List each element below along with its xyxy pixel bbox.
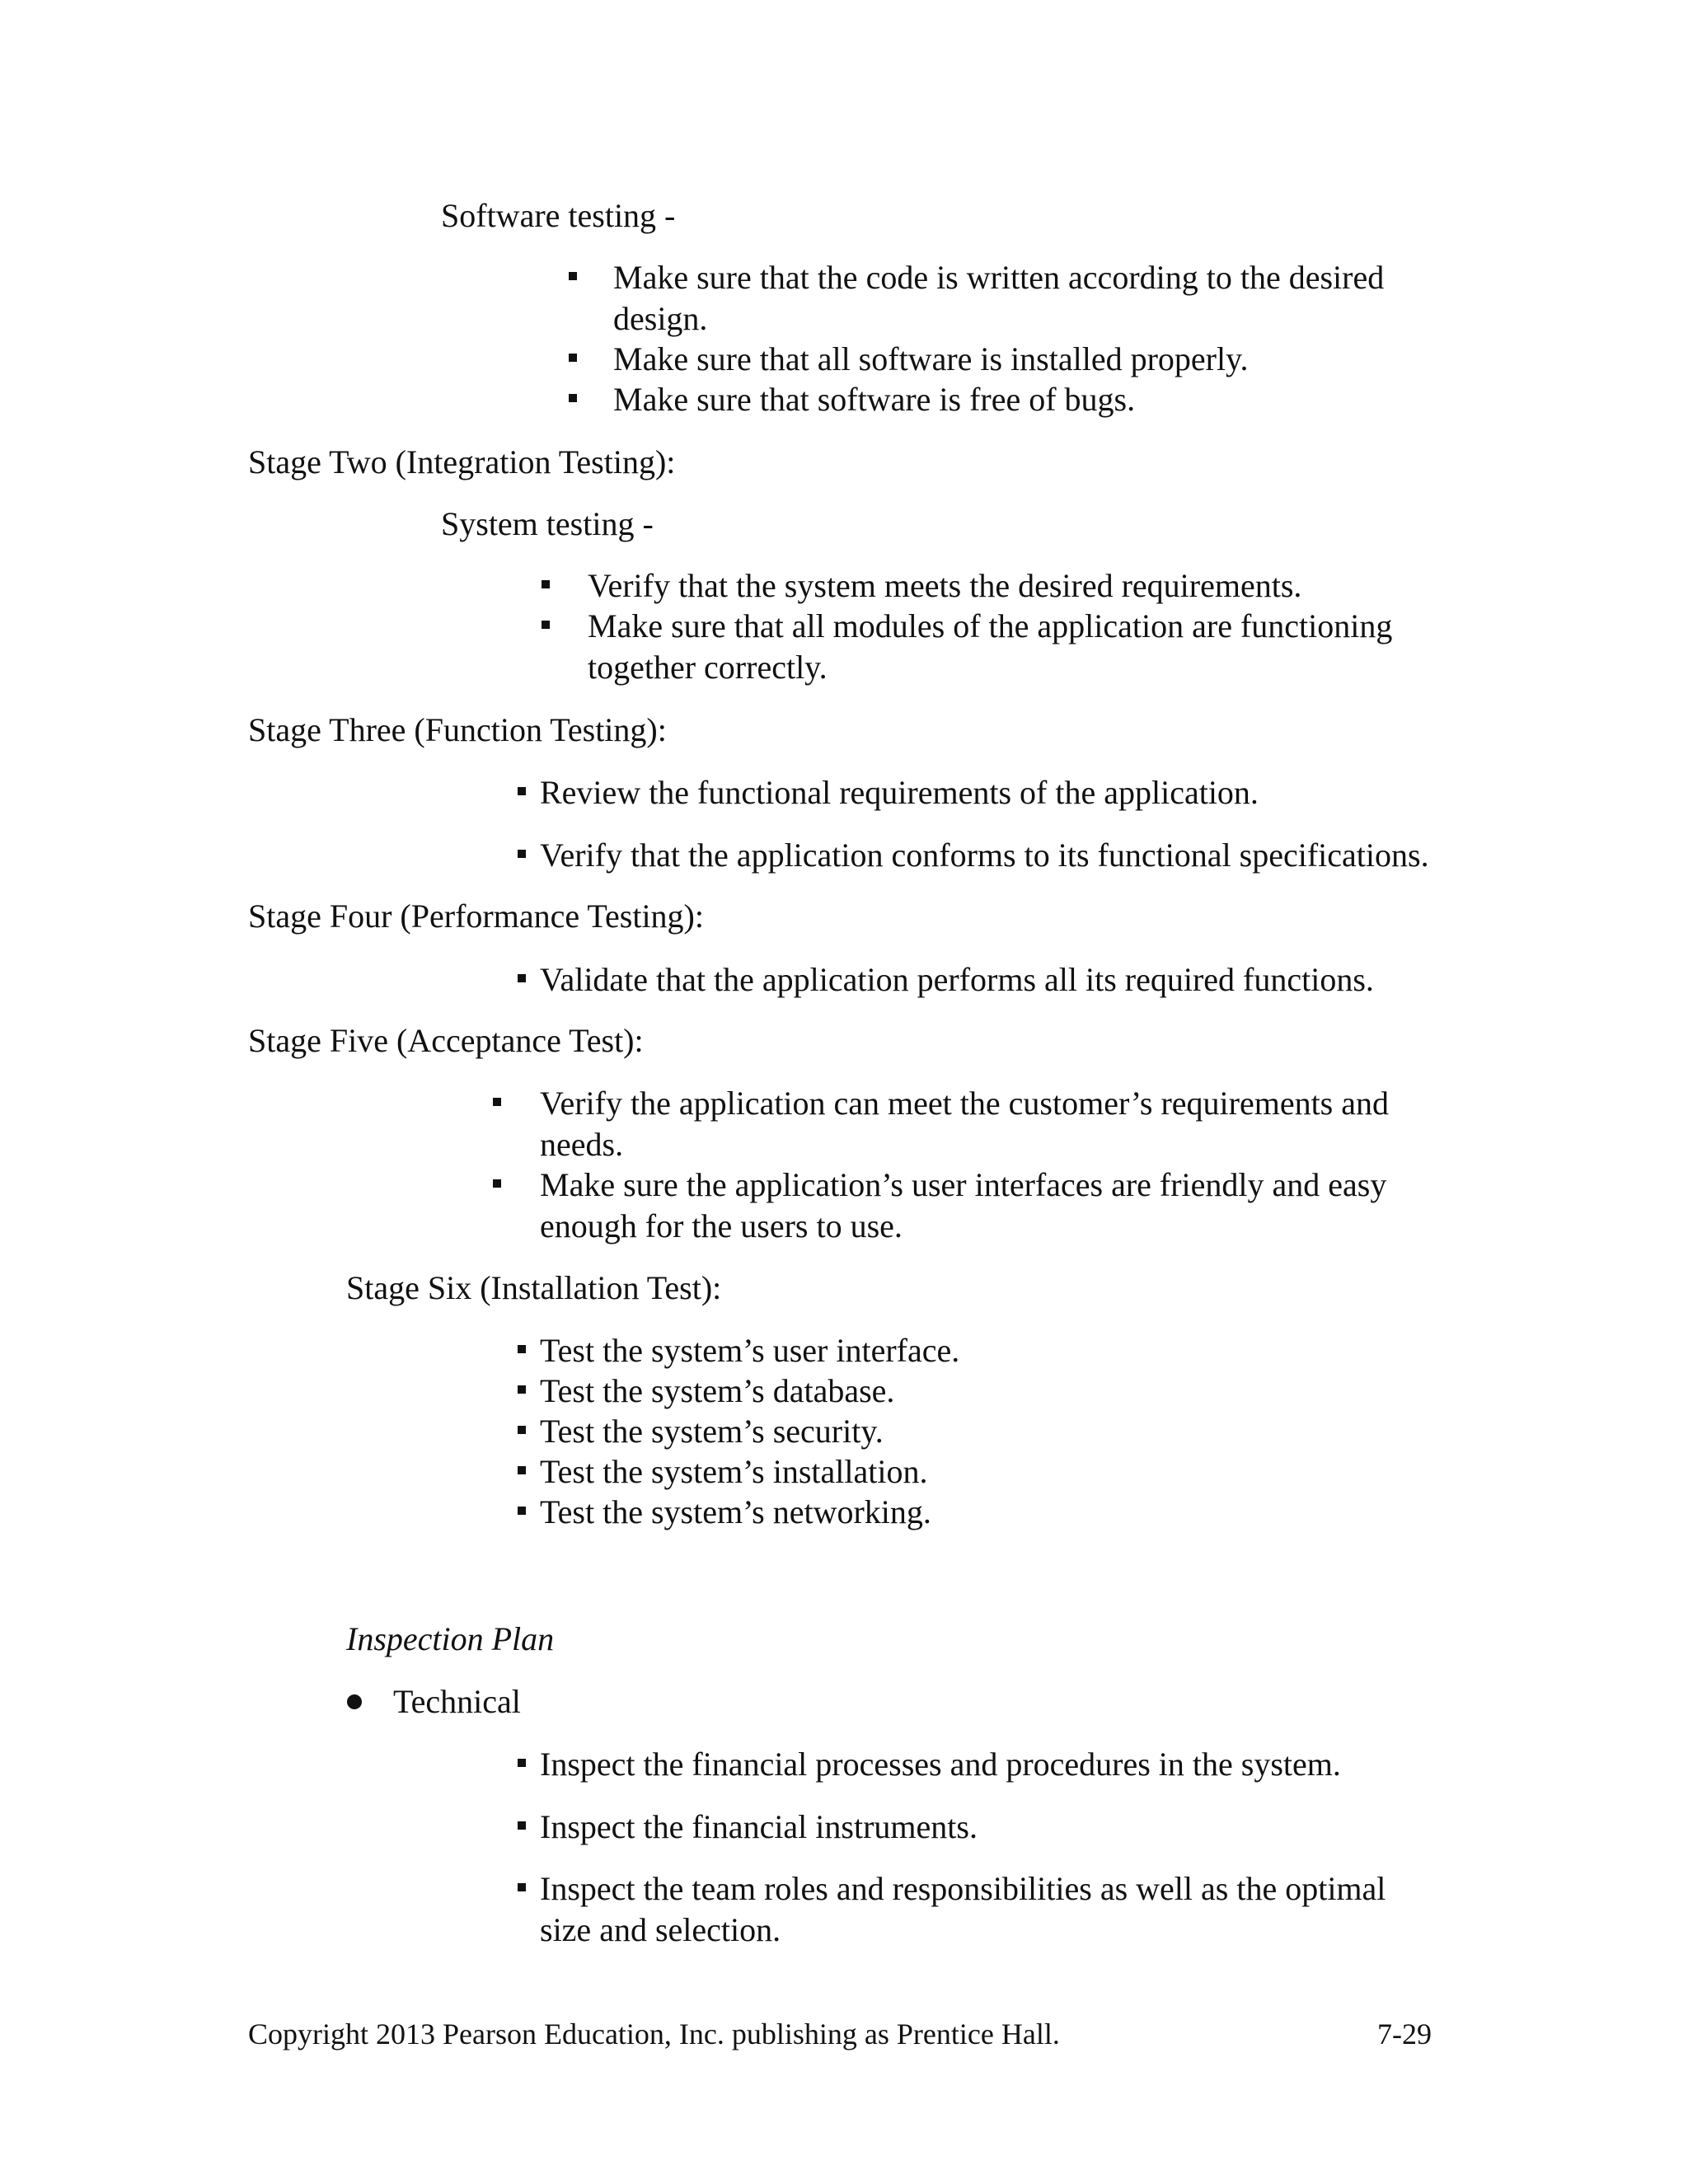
square-bullet-icon	[569, 354, 577, 362]
stage-five-item-2: Make sure the application’s user interfaces are friendly and easy enough for the users to use.	[540, 1166, 1387, 1244]
square-bullet-icon	[518, 1759, 526, 1767]
square-bullet-icon	[518, 1821, 526, 1830]
round-bullet-icon	[347, 1694, 362, 1709]
inspection-plan-title: Inspection Plan	[346, 1620, 555, 1657]
square-bullet-icon	[518, 1507, 526, 1515]
square-bullet-icon	[518, 1883, 526, 1891]
stage-five-heading: Stage Five (Acceptance Test):	[248, 1022, 644, 1059]
square-bullet-icon	[569, 272, 577, 280]
stage-five-item-1: Verify the application can meet the customer’s requirements and needs.	[540, 1085, 1389, 1163]
square-bullet-icon	[569, 394, 577, 402]
software-testing-item-2: Make sure that all software is installed properly.	[613, 340, 1249, 377]
square-bullet-icon	[542, 580, 550, 588]
square-bullet-icon	[493, 1179, 501, 1188]
system-testing-item-2: Make sure that all modules of the application are functioning together correctly.	[588, 607, 1393, 686]
copyright-footer: Copyright 2013 Pearson Education, Inc. publishing as Prentice Hall.	[248, 2018, 1060, 2050]
square-bullet-icon	[542, 621, 550, 629]
square-bullet-icon	[518, 1385, 526, 1394]
square-bullet-icon	[518, 787, 526, 795]
stage-three-item-2: Verify that the application conforms to its functional specifications.	[540, 837, 1429, 874]
software-testing-heading: Software testing -	[441, 197, 676, 234]
software-testing-item-1: Make sure that the code is written according to the desired design.	[613, 259, 1385, 337]
software-testing-item-3: Make sure that software is free of bugs.	[613, 381, 1136, 418]
stage-six-heading: Stage Six (Installation Test):	[346, 1269, 722, 1306]
stage-six-item-4: Test the system’s installation.	[540, 1453, 928, 1490]
technical-item-2: Inspect the financial instruments.	[540, 1808, 978, 1845]
stage-six-item-1: Test the system’s user interface.	[540, 1332, 960, 1369]
technical-item-1: Inspect the financial processes and procedures in the system.	[540, 1746, 1341, 1783]
system-testing-heading: System testing -	[441, 505, 654, 542]
stage-six-item-3: Test the system’s security.	[540, 1413, 884, 1450]
square-bullet-icon	[518, 1466, 526, 1474]
stage-four-heading: Stage Four (Performance Testing):	[248, 898, 704, 935]
technical-item-3: Inspect the team roles and responsibilities as well as the optimal size and selection.	[540, 1870, 1386, 1948]
square-bullet-icon	[518, 850, 526, 858]
square-bullet-icon	[493, 1098, 501, 1106]
stage-two-heading: Stage Two (Integration Testing):	[248, 443, 676, 480]
square-bullet-icon	[518, 1345, 526, 1353]
stage-three-item-1: Review the functional requirements of the application.	[540, 774, 1259, 811]
stage-six-item-5: Test the system’s networking.	[540, 1493, 931, 1530]
system-testing-item-1: Verify that the system meets the desired requirements.	[588, 567, 1302, 604]
stage-six-item-2: Test the system’s database.	[540, 1372, 895, 1409]
page-number: 7-29	[1377, 2018, 1432, 2050]
square-bullet-icon	[518, 974, 526, 982]
technical-label: Technical	[393, 1683, 521, 1720]
stage-four-item-1: Validate that the application performs all its required functions.	[540, 961, 1374, 998]
square-bullet-icon	[518, 1426, 526, 1434]
stage-three-heading: Stage Three (Function Testing):	[248, 711, 667, 748]
